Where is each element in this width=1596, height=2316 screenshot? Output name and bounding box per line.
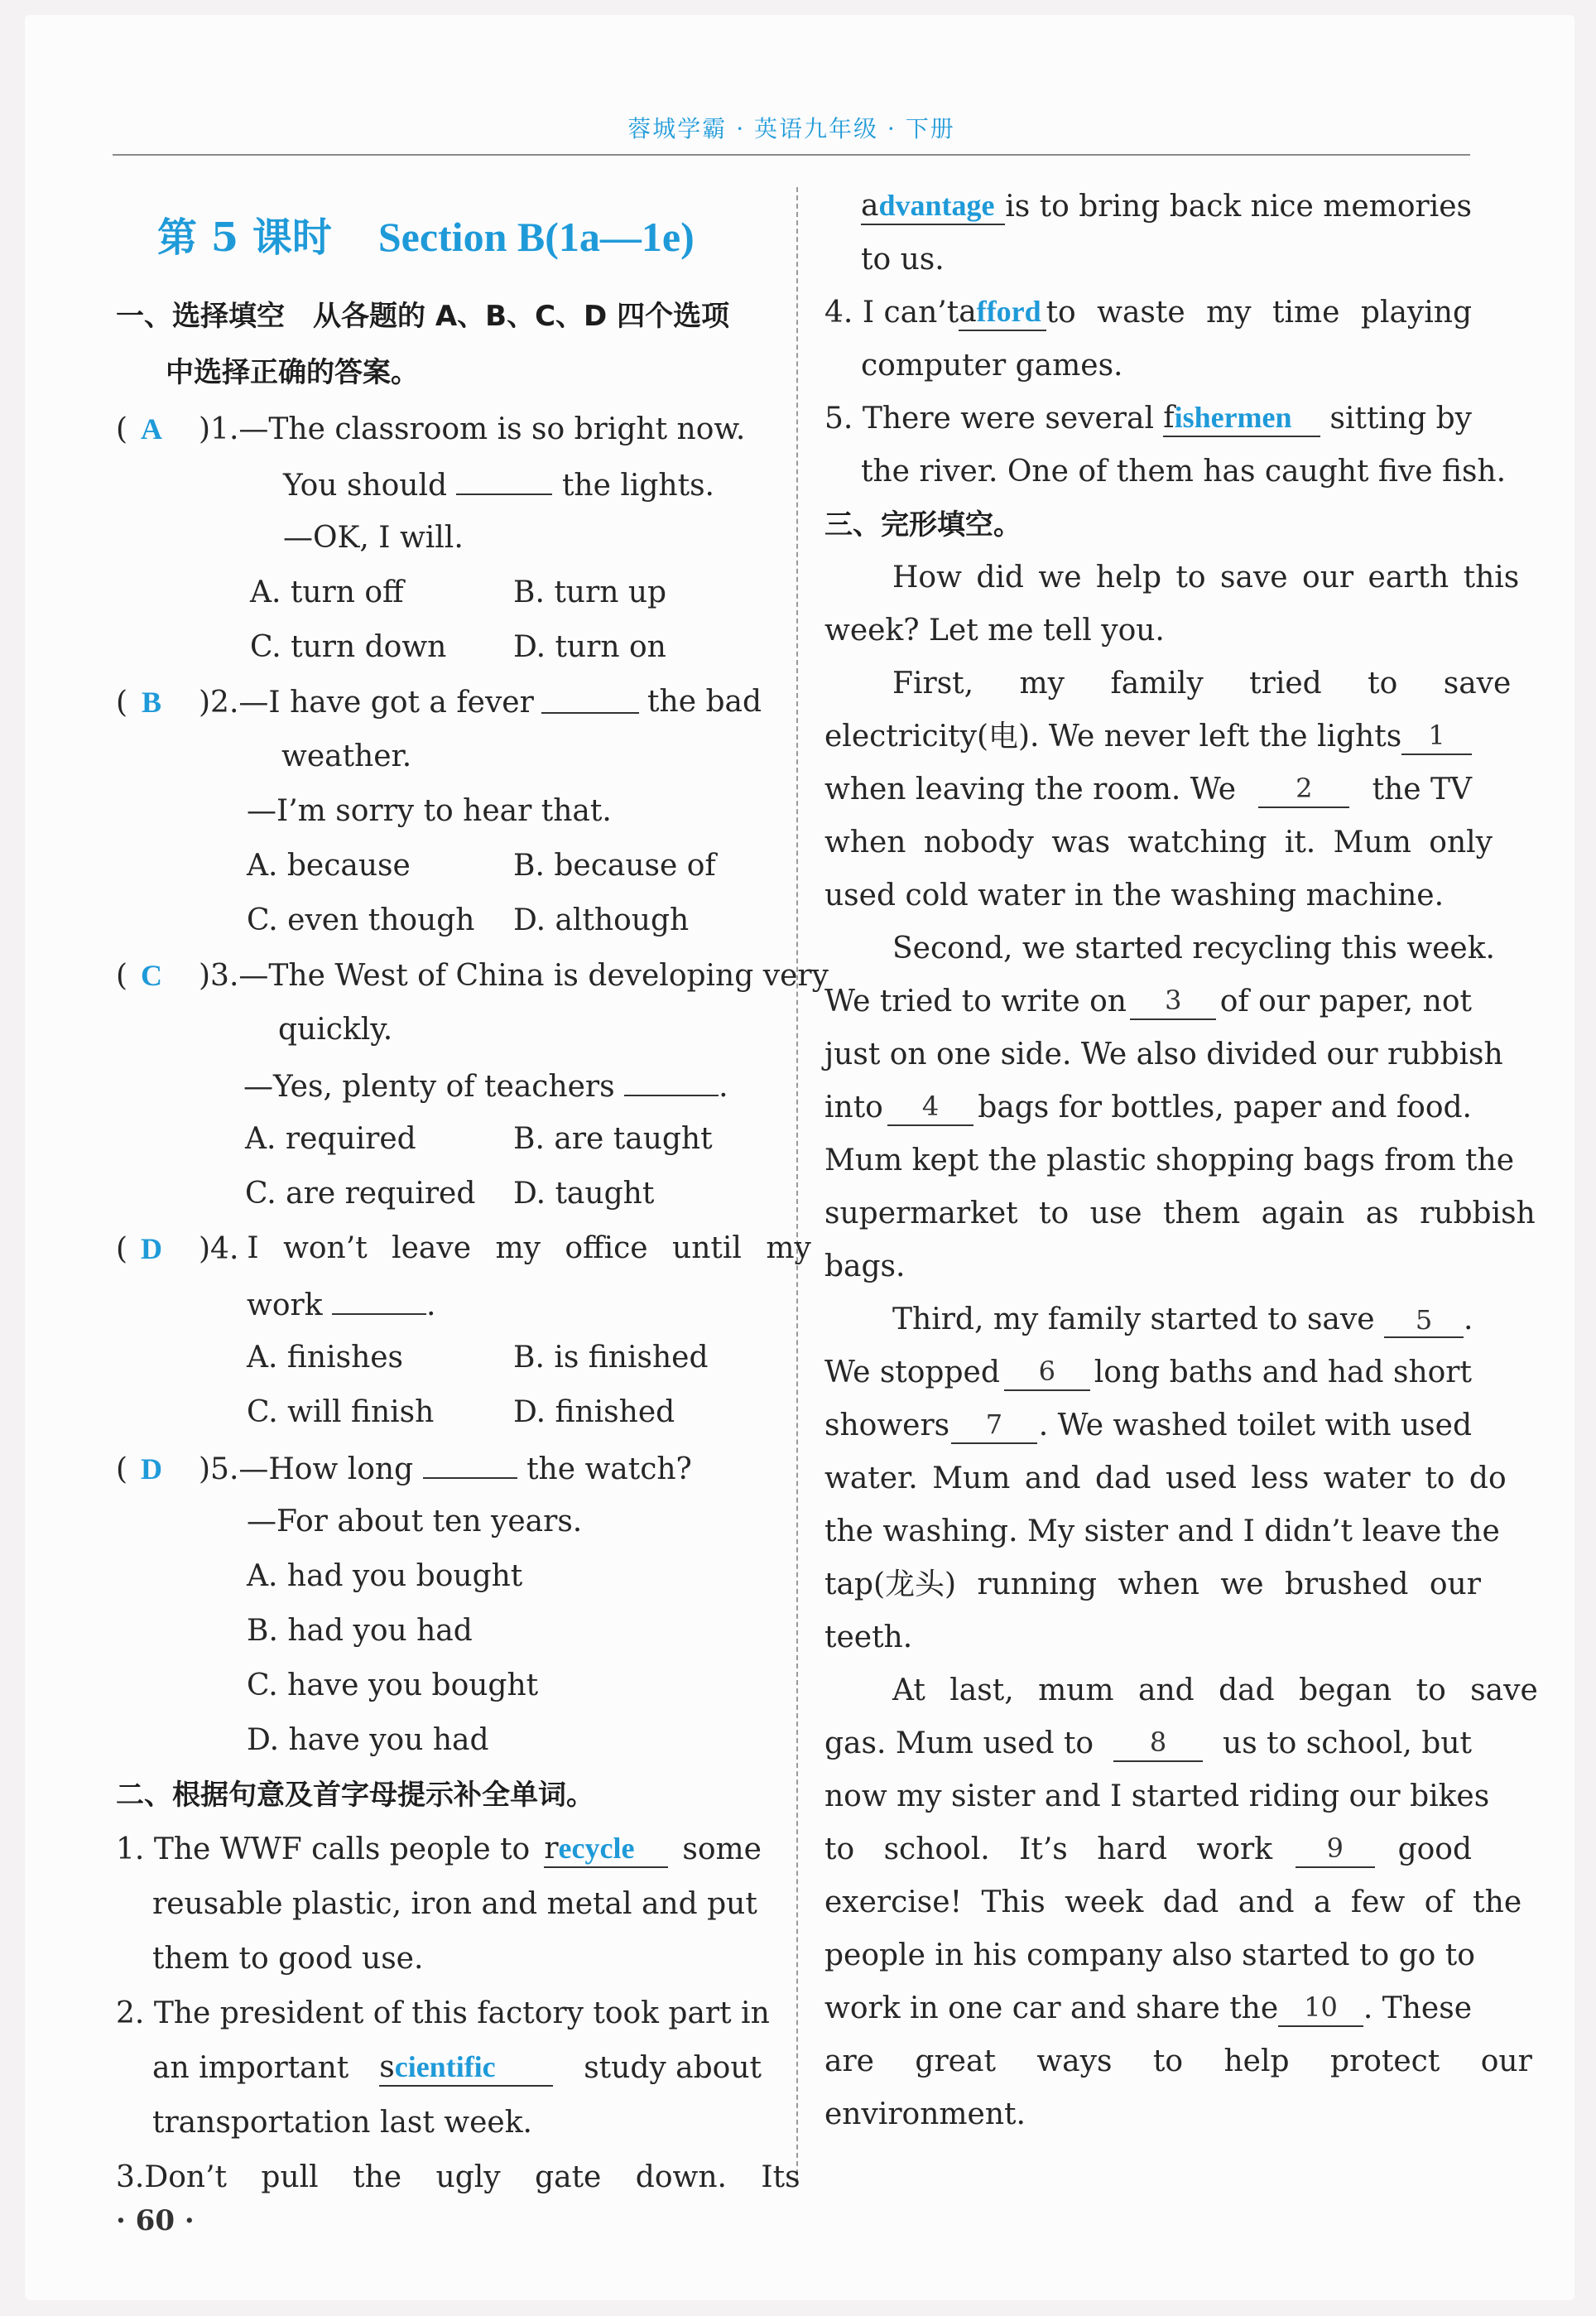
cloze-p2-line1: First, my family tried to save [892, 667, 1512, 701]
s1-pre: The WWF calls people to [153, 1832, 531, 1866]
q2-answer: B [142, 686, 162, 719]
q2-line3: —I’m sorry to hear that. [247, 794, 612, 828]
cloze-p5-line2-a: gas. Mum used to [824, 1726, 1094, 1760]
s3-answer-blank [861, 189, 1005, 225]
q1-line1: —The classroom is so bright now. [238, 412, 746, 446]
cloze-blank-3 [1130, 984, 1216, 1020]
q4-lead [116, 1230, 238, 1268]
q2-paren: ( B [116, 684, 199, 721]
q3-number: )3. [199, 959, 239, 993]
cloze-p3-line4 [824, 1090, 1472, 1126]
s1-number: 1. [116, 1832, 145, 1866]
s4-pre: I can’t [862, 296, 959, 330]
cloze-p4-line2 [824, 1355, 1472, 1391]
s1-line3: them to good use. [152, 1942, 424, 1976]
q3-paren: ( C [116, 957, 199, 994]
s1-lead [116, 1832, 530, 1868]
cloze-p4-line4: water. Mum and dad used less water to do [824, 1461, 1507, 1495]
s4-line2: computer games. [861, 349, 1123, 383]
q1-answer: A [141, 412, 163, 445]
q3-option-d: D. taught [513, 1177, 655, 1211]
cloze-p3-line7: bags. [824, 1249, 906, 1283]
q5-option-b: B. had you had [247, 1614, 473, 1648]
q4-line2 [247, 1285, 435, 1324]
q4-stem [116, 1230, 811, 1268]
s5-line1 [824, 401, 1472, 437]
cloze-p4-line2-a: We stopped [824, 1355, 1000, 1389]
s4-lead [824, 295, 959, 331]
cloze-blank-4-num: 4 [921, 1091, 940, 1122]
cloze-p3-line1: Second, we started recycling this week. [892, 932, 1495, 965]
cloze-p4-line3-b: . We washed toilet with used [1038, 1408, 1472, 1442]
q1-stem [116, 411, 745, 448]
q5-option-d: D. have you had [247, 1723, 489, 1757]
q5-stem [116, 1449, 692, 1488]
cloze-blank-2-num: 2 [1296, 773, 1313, 804]
cloze-p2-line2 [824, 719, 1472, 755]
q4-line2-b: . [425, 1288, 436, 1322]
s1-line1 [116, 1832, 762, 1868]
q5-option-c: C. have you bought [247, 1668, 539, 1702]
q5-line1-b: the watch? [526, 1452, 692, 1486]
q2-stem [116, 684, 762, 721]
cloze-blank-1-num: 1 [1428, 720, 1445, 751]
s2-answer: cientific [394, 2050, 496, 2083]
page-number: · 60 · [116, 2204, 195, 2237]
q4-answer: D [141, 1232, 163, 1265]
part3-heading: 三、完形填空。 [824, 508, 1022, 542]
s3-line2 [861, 189, 1472, 225]
cloze-blank-8-num: 8 [1149, 1726, 1167, 1758]
cloze-p5-line7-b: . These [1363, 1991, 1472, 2025]
lesson-number: 第 5 课时 [157, 214, 332, 261]
s5-answer-blank [1163, 401, 1320, 437]
q2-option-b: B. because of [513, 849, 716, 883]
part1-heading-line2: 中选择正确的答案。 [166, 356, 419, 389]
q3-line2: quickly. [278, 1013, 393, 1047]
cloze-blank-2 [1258, 772, 1349, 808]
q1-number: )1. [199, 412, 239, 446]
s5-pre: There were several [862, 402, 1154, 436]
s3-line1 [116, 2160, 800, 2196]
cloze-p5-line2-b: us to school, but [1223, 1726, 1472, 1760]
q1-line2-a: You should [283, 469, 448, 503]
q1-blank [456, 465, 552, 495]
q1-paren: ( A [116, 411, 199, 448]
cloze-blank-5-num: 5 [1415, 1304, 1433, 1336]
s2-number: 2. [116, 1996, 145, 2030]
q4-option-a: A. finishes [247, 1341, 404, 1375]
q5-line2: —For about ten years. [247, 1505, 583, 1538]
q2-blank [541, 684, 639, 714]
cloze-p5-line1: At last, mum and dad began to save [892, 1673, 1538, 1707]
q4-number: )4. [199, 1232, 239, 1266]
cloze-p5-line4-a: to school. It’s hard work [824, 1832, 1273, 1866]
cloze-p4-line5: the washing. My sister and I didn’t leave the [824, 1514, 1500, 1548]
q5-blank [423, 1449, 517, 1479]
cloze-blank-5 [1384, 1303, 1464, 1338]
header-rule [113, 154, 1470, 156]
s3-letter: a [861, 189, 879, 223]
cloze-p5-line8: are great ways to help protect our [824, 2044, 1532, 2078]
q2-line1-b: the bad [647, 685, 762, 719]
cloze-p4-line7: teeth. [824, 1620, 913, 1654]
cloze-p5-line6: people in his company also started to go to [824, 1938, 1475, 1972]
q4-blank [332, 1285, 426, 1315]
q1-option-d: D. turn on [513, 630, 666, 664]
s1-letter: r [544, 1832, 559, 1866]
q4-paren: ( D [116, 1230, 199, 1268]
cloze-p3-line4-a: into [824, 1091, 883, 1124]
cloze-p1-line1: How did we help to save our earth this [892, 561, 1520, 595]
cloze-p5-line5: exercise! This week dad and a few of the [824, 1885, 1522, 1919]
cloze-p2-line2-text: electricity(电). We never left the lights [824, 720, 1402, 754]
q1-line3: —OK, I will. [283, 521, 464, 555]
cloze-p3-line6: supermarket to use them again as rubbish [824, 1197, 1536, 1230]
cloze-p4-line6: tap(龙头) running when we brushed our [824, 1567, 1481, 1601]
s2-post: study about [584, 2051, 762, 2085]
cloze-p4-line1 [892, 1302, 1473, 1338]
q1-option-b: B. turn up [513, 575, 667, 609]
q3-line3-b: . [719, 1070, 728, 1104]
s3-line1-text: Don’t pull the ugly gate down. Its [144, 2160, 800, 2194]
q1-option-c: C. turn down [250, 630, 447, 664]
lesson-section: Section B(1a—1e) [377, 214, 695, 260]
cloze-blank-6 [1004, 1355, 1090, 1391]
s1-answer-blank [544, 1832, 668, 1868]
q4-option-c: C. will finish [247, 1395, 435, 1429]
s4-answer-blank [959, 295, 1046, 331]
cloze-p5-line4 [824, 1832, 1472, 1868]
cloze-p2-line3-b: the TV [1372, 773, 1472, 807]
q1-line2-b: the lights. [561, 469, 714, 503]
cloze-blank-10 [1278, 1991, 1363, 2027]
q4-option-d: D. finished [513, 1395, 675, 1429]
q3-stem [116, 957, 829, 994]
cloze-blank-4 [887, 1090, 973, 1126]
s3-post: is to bring back nice memories [1005, 190, 1472, 224]
cloze-p5-line7 [824, 1991, 1472, 2027]
q5-option-a: A. had you bought [247, 1559, 523, 1593]
cloze-p1-line2: week? Let me tell you. [824, 614, 1165, 648]
s4-post: to waste my time playing [1046, 296, 1472, 330]
cloze-p5-line3: now my sister and I started riding our bikes [824, 1779, 1490, 1813]
q1-option-a: A. turn off [250, 575, 404, 609]
q2-number: )2. [199, 686, 239, 720]
q3-blank [624, 1067, 719, 1096]
cloze-p3-line4-b: bags for bottles, paper and food. [978, 1091, 1472, 1124]
lesson-title [157, 205, 695, 262]
q2-lead [116, 684, 534, 721]
s4-answer: fford [976, 295, 1041, 328]
s4-line1 [824, 295, 1472, 331]
q2-option-d: D. although [513, 903, 690, 937]
q3-option-a: A. required [245, 1122, 416, 1156]
q4-line2-a: work [247, 1288, 323, 1322]
q3-line3 [243, 1067, 728, 1105]
s2-pre: an important [152, 2051, 349, 2085]
s5-lead [824, 401, 1154, 437]
cloze-p4-line2-b: long baths and had short [1094, 1355, 1472, 1389]
cloze-p3-line2-b: of our paper, not [1219, 985, 1472, 1018]
cloze-p2-line3-a: when leaving the room. We [824, 773, 1237, 807]
cloze-blank-8 [1113, 1726, 1203, 1762]
cloze-p4-line3-a: showers [824, 1408, 950, 1442]
s1-post: some [682, 1832, 762, 1866]
s2-line2 [152, 2050, 762, 2087]
part1-heading-line1: 一、选择填空 从各题的 A、B、C、D 四个选项 [116, 300, 730, 333]
q2-option-a: A. because [247, 849, 411, 883]
q1-line2 [283, 465, 714, 504]
cloze-p2-line3 [824, 772, 1472, 808]
cloze-p3-line2 [824, 984, 1472, 1020]
cloze-p3-line2-a: We tried to write on [824, 985, 1127, 1018]
cloze-blank-6-num: 6 [1038, 1355, 1055, 1387]
q2-line2: weather. [281, 739, 412, 773]
s3-number: 3. [116, 2160, 145, 2194]
running-header: 蓉城学霸 · 英语九年级 · 下册 [627, 115, 955, 142]
column-divider [796, 187, 798, 2183]
cloze-blank-7 [951, 1408, 1037, 1444]
s3-line3: to us. [861, 243, 945, 277]
cloze-blank-9-num: 9 [1326, 1832, 1344, 1864]
cloze-blank-1 [1401, 719, 1472, 755]
cloze-blank-7-num: 7 [985, 1408, 1003, 1440]
q2-line1-a: —I have got a fever [238, 686, 534, 720]
q4-option-b: B. is finished [513, 1341, 709, 1375]
cloze-p5-line9: environment. [824, 2097, 1026, 2131]
q3-option-c: C. are required [245, 1177, 476, 1211]
s2-line3: transportation last week. [152, 2106, 532, 2140]
cloze-p5-line2 [824, 1726, 1472, 1762]
cloze-p4-line3 [824, 1408, 1472, 1444]
s5-letter: f [1163, 401, 1175, 435]
cloze-p2-line4: when nobody was watching it. Mum only [824, 826, 1493, 859]
cloze-p3-line5: Mum kept the plastic shopping bags from the [824, 1144, 1515, 1177]
s1-answer: ecycle [558, 1832, 635, 1865]
s1-line2: reusable plastic, iron and metal and put [152, 1887, 757, 1921]
q5-line1-a: —How long [238, 1452, 414, 1486]
s2-letter: s [379, 2050, 395, 2084]
q3-option-b: B. are taught [513, 1122, 713, 1156]
cloze-p2-line5: used cold water in the washing machine. [824, 879, 1445, 912]
q3-line1: —The West of China is developing very [238, 959, 829, 993]
cloze-p3-line3: just on one side. We also divided our rubbish [824, 1038, 1503, 1071]
q2-option-c: C. even though [247, 903, 475, 937]
cloze-blank-10-num: 10 [1304, 1991, 1338, 2023]
cloze-blank-9 [1296, 1832, 1375, 1868]
q5-paren: ( D [116, 1451, 199, 1488]
s3-answer: dvantage [878, 189, 995, 222]
s2-answer-blank [379, 2050, 553, 2087]
cloze-p4-line1-b: . [1464, 1302, 1473, 1336]
s5-answer: ishermen [1174, 401, 1292, 434]
cloze-p5-line7-a: work in one car and share the [824, 1991, 1279, 2025]
s4-letter: a [959, 295, 977, 329]
q4-line1: I won’t leave my office until my [247, 1231, 811, 1265]
s5-number: 5. [824, 402, 853, 436]
s5-post: sitting by [1329, 402, 1472, 436]
q5-answer: D [141, 1452, 163, 1485]
q5-number: )5. [199, 1452, 239, 1486]
s2-line1-text: The president of this factory took part in [153, 1996, 770, 2030]
cloze-blank-3-num: 3 [1165, 985, 1182, 1016]
cloze-p5-line4-b: good [1397, 1832, 1472, 1866]
part2-heading: 二、根据句意及首字母提示补全单词。 [116, 1779, 594, 1812]
s4-number: 4. [824, 296, 853, 330]
cloze-p4-line1-a: Third, my family started to save [892, 1302, 1375, 1336]
q3-answer: C [141, 959, 163, 992]
s5-line2: the river. One of them has caught five fish. [861, 455, 1507, 489]
q3-line3-a: —Yes, plenty of teachers [243, 1070, 615, 1104]
s2-line1 [116, 1996, 770, 2032]
